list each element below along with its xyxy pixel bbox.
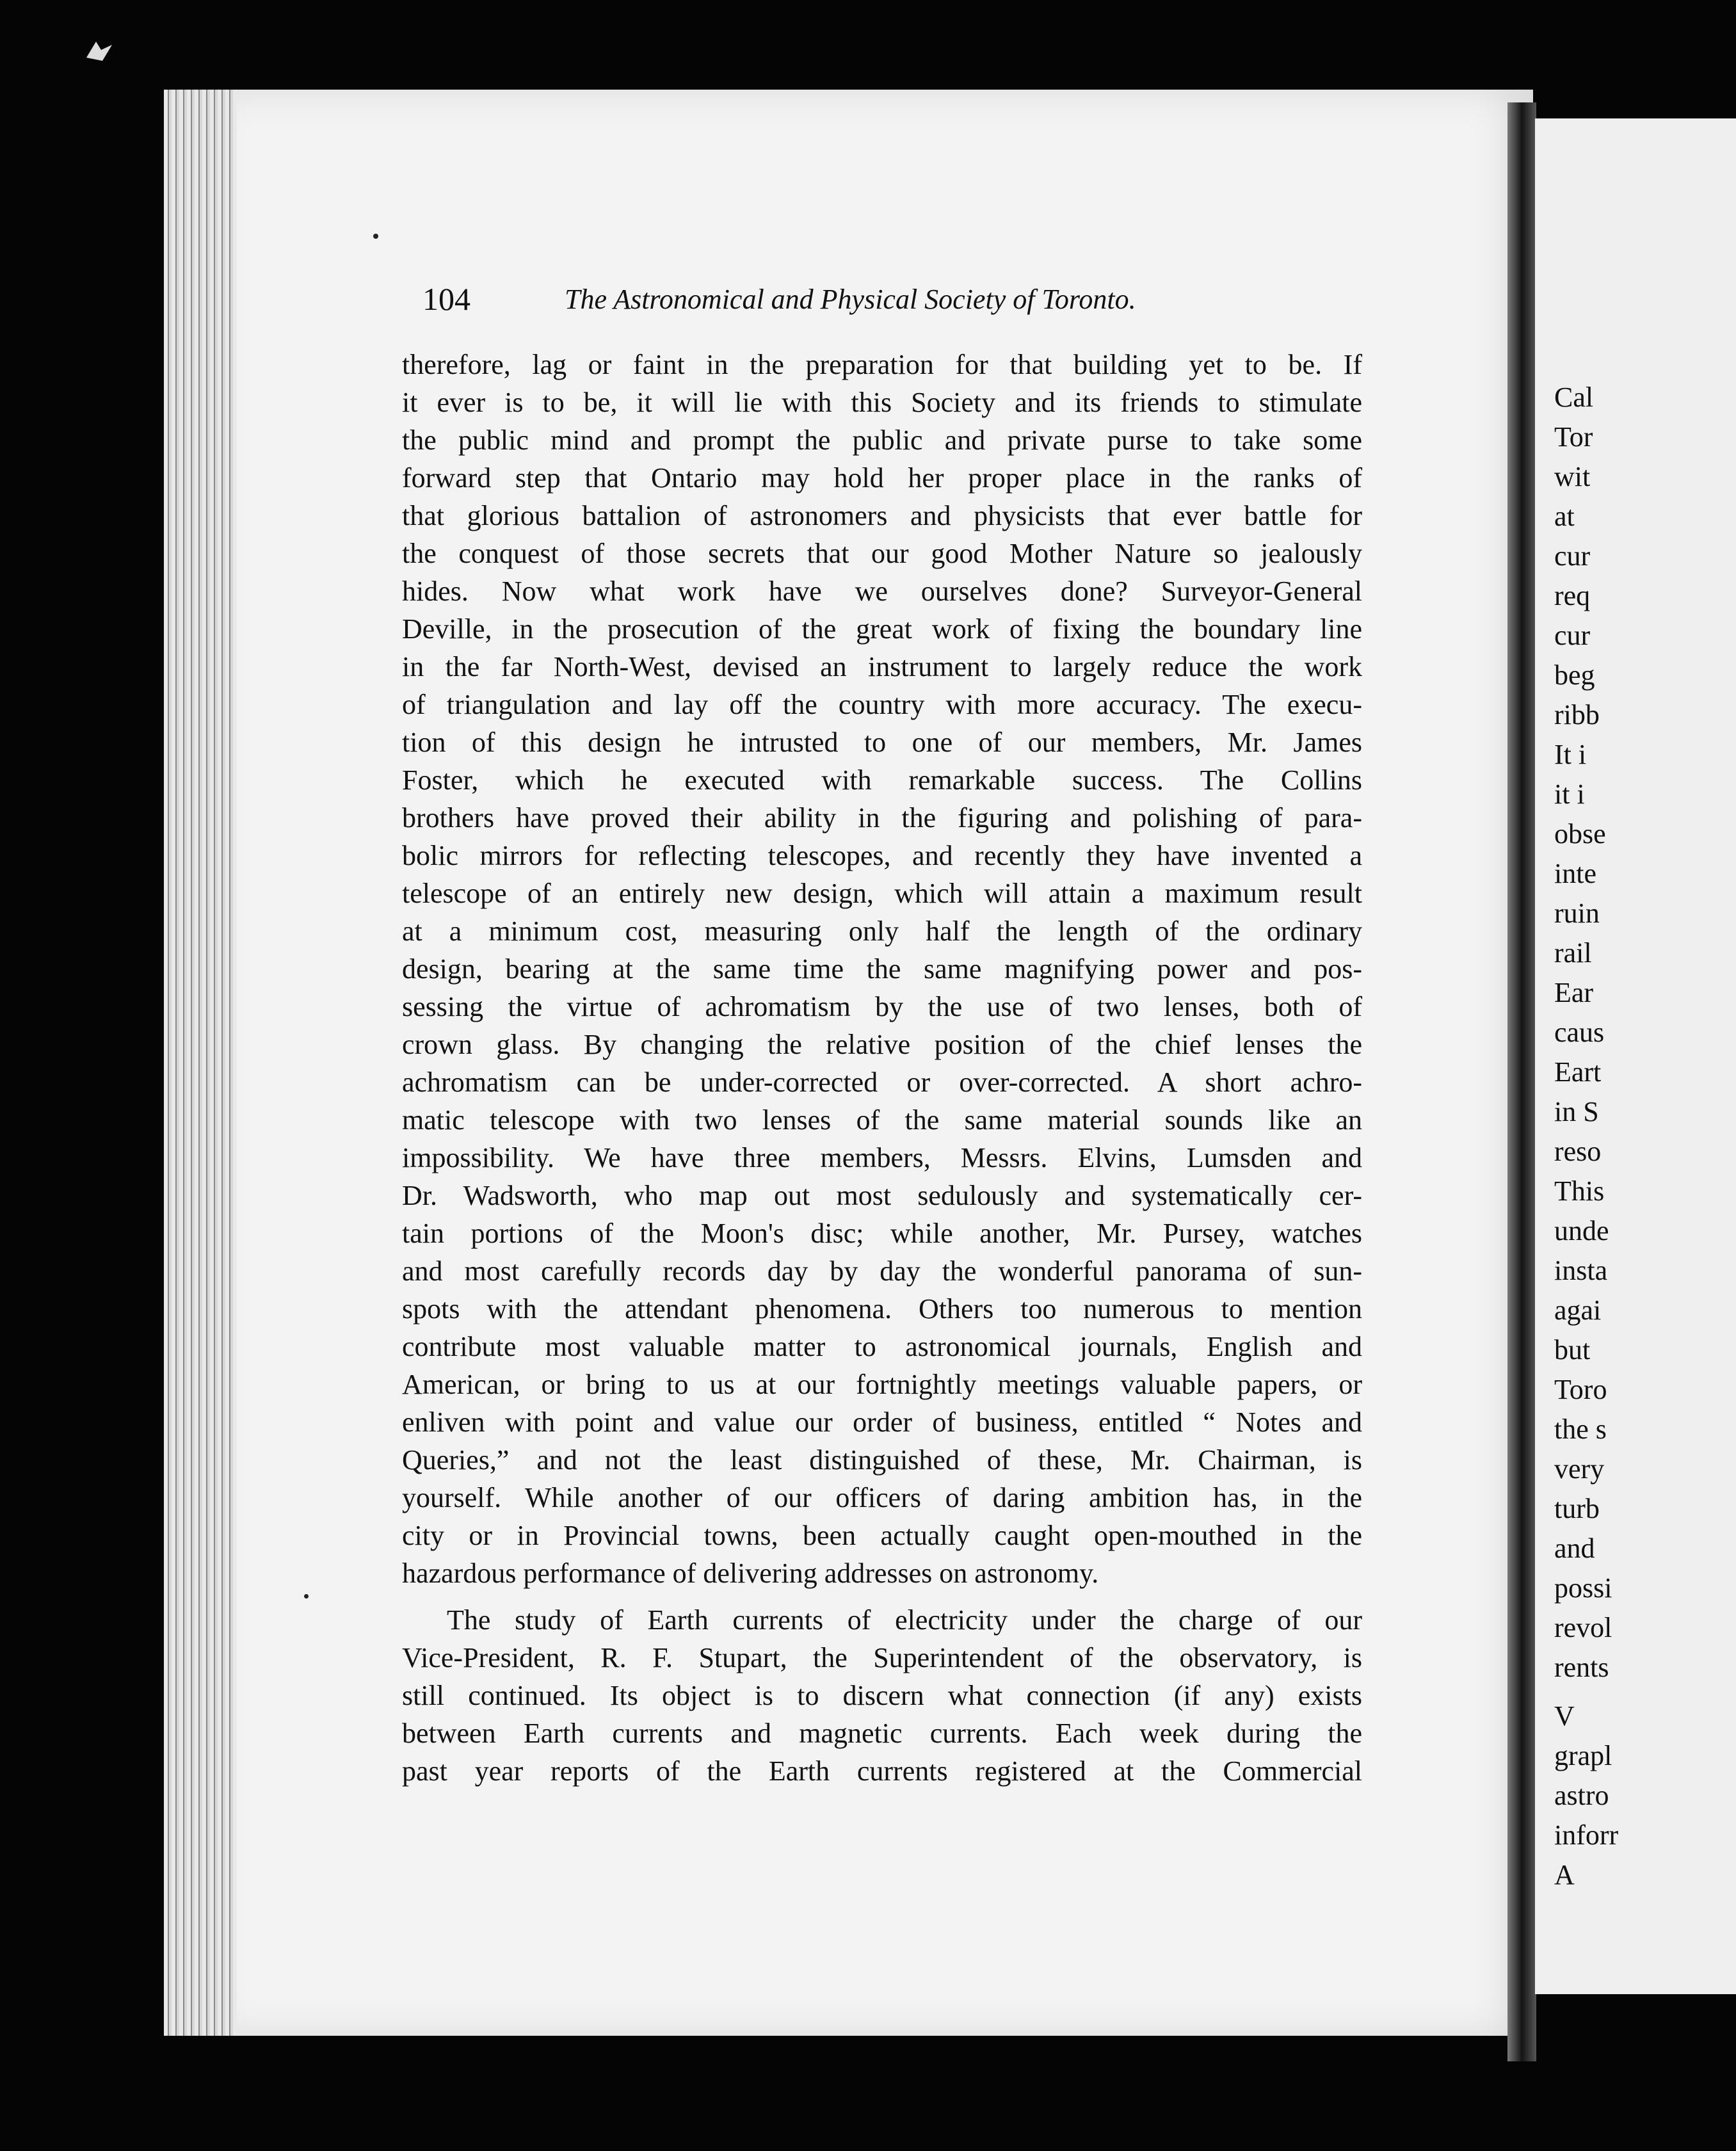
right-page-fragment: but — [1554, 1334, 1591, 1366]
text-line: therefore, lag or faint in the preparation for that building yet to be. If — [402, 349, 1362, 380]
text-line: telescope of an entirely new design, which will attain a maximum result — [402, 878, 1362, 909]
right-page-fragments — [1548, 378, 1618, 1895]
right-page-fragment: rents — [1554, 1652, 1609, 1683]
text-line: still continued. Its object is to discern what connection (if any) exists — [402, 1680, 1362, 1711]
dust-mark — [83, 38, 115, 64]
right-page-fragment: turb — [1554, 1493, 1600, 1524]
dust-speck — [304, 1594, 309, 1599]
right-page-fragment: cur — [1554, 540, 1591, 572]
right-page-fragment: reso — [1554, 1136, 1602, 1167]
paragraph-1 — [402, 346, 1362, 1592]
text-line: achromatism can be under-corrected or over-corrected. A short achro- — [402, 1067, 1362, 1098]
right-page — [1535, 118, 1736, 1994]
text-line: impossibility. We have three members, Messrs. Elvins, Lumsden and — [402, 1142, 1362, 1173]
text-line: crown glass. By changing the relative position of the chief lenses the — [402, 1029, 1362, 1060]
right-page-fragment: caus — [1554, 1017, 1605, 1048]
text-line: Dr. Wadsworth, who map out most sedulously and systematically cer- — [402, 1180, 1362, 1211]
text-line: yourself. While another of our officers of daring ambition has, in the — [402, 1482, 1362, 1513]
right-page-fragment: Cal — [1554, 382, 1594, 413]
right-page-fragment: and — [1554, 1533, 1595, 1564]
body-text — [402, 346, 1362, 1790]
right-page-fragment: astro — [1554, 1780, 1609, 1811]
right-page-fragment: A — [1554, 1859, 1575, 1890]
page-header — [422, 280, 1235, 325]
right-page-fragment: This — [1554, 1175, 1605, 1207]
right-page-fragment: It i — [1554, 739, 1587, 770]
text-line: Foster, which he executed with remarkable success. The Collins — [402, 764, 1362, 796]
text-line: tion of this design he intrusted to one of our members, Mr. James — [402, 727, 1362, 758]
text-line: of triangulation and lay off the country with more accuracy. The execu- — [402, 689, 1362, 720]
right-page-fragment: grapl — [1554, 1740, 1612, 1771]
page-number: 104 — [422, 281, 470, 317]
right-page-fragment: Tor — [1554, 421, 1593, 453]
right-page-fragment: Eart — [1554, 1056, 1602, 1088]
text-line: American, or bring to us at our fortnightly meetings valuable papers, or — [402, 1369, 1362, 1400]
right-page-fragment: ribb — [1554, 699, 1600, 730]
right-page-fragment: insta — [1554, 1255, 1608, 1286]
text-line: contribute most valuable matter to astronomical journals, English and — [402, 1331, 1362, 1362]
right-page-fragment: ruin — [1554, 898, 1600, 929]
paragraph-2 — [402, 1601, 1362, 1790]
text-line: Queries,” and not the least distinguished of these, Mr. Chairman, is — [402, 1444, 1362, 1476]
text-line: the public mind and prompt the public and private purse to take some — [402, 424, 1362, 456]
text-line: and most carefully records day by day the wonderful panorama of sun- — [402, 1255, 1362, 1287]
dust-speck — [373, 234, 378, 239]
text-line: brothers have proved their ability in the figuring and polishing of para- — [402, 802, 1362, 834]
text-line: bolic mirrors for reflecting telescopes, and recently they have invented a — [402, 840, 1362, 871]
text-line: Deville, in the prosecution of the great work of fixing the boundary line — [402, 613, 1362, 645]
text-line: spots with the attendant phenomena. Others too numerous to mention — [402, 1293, 1362, 1325]
right-page-fragment: Ear — [1554, 977, 1594, 1008]
right-page-fragment: wit — [1554, 461, 1591, 492]
text-line: tain portions of the Moon's disc; while another, Mr. Pursey, watches — [402, 1218, 1362, 1249]
text-line: in the far North-West, devised an instrument to largely reduce the work — [402, 651, 1362, 682]
right-page-fragment: V — [1554, 1700, 1575, 1732]
right-page-fragment: in S — [1554, 1096, 1599, 1127]
text-line: hazardous performance of delivering addresses on astronomy. — [402, 1558, 1099, 1589]
text-line: between Earth currents and magnetic currents. Each week during the — [402, 1718, 1362, 1749]
text-line: forward step that Ontario may hold her proper place in the ranks of — [402, 462, 1362, 494]
text-line: the conquest of those secrets that our good Mother Nature so jealously — [402, 538, 1362, 569]
right-page-fragment: rail — [1554, 937, 1592, 969]
text-line: at a minimum cost, measuring only half the length of the ordinary — [402, 915, 1362, 947]
right-page-fragment: possi — [1554, 1572, 1612, 1604]
right-page-fragment: inforr — [1554, 1819, 1619, 1851]
right-page-fragment: at — [1554, 501, 1575, 532]
right-page-fragment: very — [1554, 1453, 1605, 1485]
right-page-fragment: it i — [1554, 778, 1585, 810]
right-page-fragment: beg — [1554, 659, 1595, 691]
right-page-fragment: the s — [1554, 1414, 1607, 1445]
text-line: hides. Now what work have we ourselves done? Surveyor-General — [402, 576, 1362, 607]
text-line: it ever is to be, it will lie with this Society and its friends to stimulate — [402, 387, 1362, 418]
right-page-fragment: revol — [1554, 1612, 1612, 1643]
right-page-fragment: inte — [1554, 858, 1596, 889]
text-line: enliven with point and value our order of business, entitled “ Notes and — [402, 1406, 1362, 1438]
right-page-fragment: cur — [1554, 620, 1591, 651]
right-page-fragment: req — [1554, 580, 1591, 611]
right-page-fragment: unde — [1554, 1215, 1609, 1246]
right-page-fragment: agai — [1554, 1294, 1602, 1326]
text-line: past year reports of the Earth currents registered at the Commercial — [402, 1755, 1362, 1787]
text-line: that glorious battalion of astronomers and physicists that ever battle for — [402, 500, 1362, 531]
running-title: The Astronomical and Physical Society of Toronto. — [565, 284, 1136, 315]
text-line: The study of Earth currents of electricity under the charge of our — [447, 1604, 1362, 1636]
book-gutter — [1507, 102, 1536, 2061]
text-line: Vice-President, R. F. Stupart, the Superintendent of the observatory, is — [402, 1642, 1362, 1673]
text-line: sessing the virtue of achromatism by the use of two lenses, both of — [402, 991, 1362, 1022]
text-line: city or in Provincial towns, been actually caught open-mouthed in the — [402, 1520, 1362, 1551]
right-page-fragment: Toro — [1554, 1374, 1607, 1405]
text-line: matic telescope with two lenses of the same material sounds like an — [402, 1104, 1362, 1136]
right-page-fragment: obse — [1554, 818, 1606, 850]
text-line: design, bearing at the same time the same magnifying power and pos- — [402, 953, 1362, 985]
paragraph-gap — [402, 1592, 1362, 1601]
